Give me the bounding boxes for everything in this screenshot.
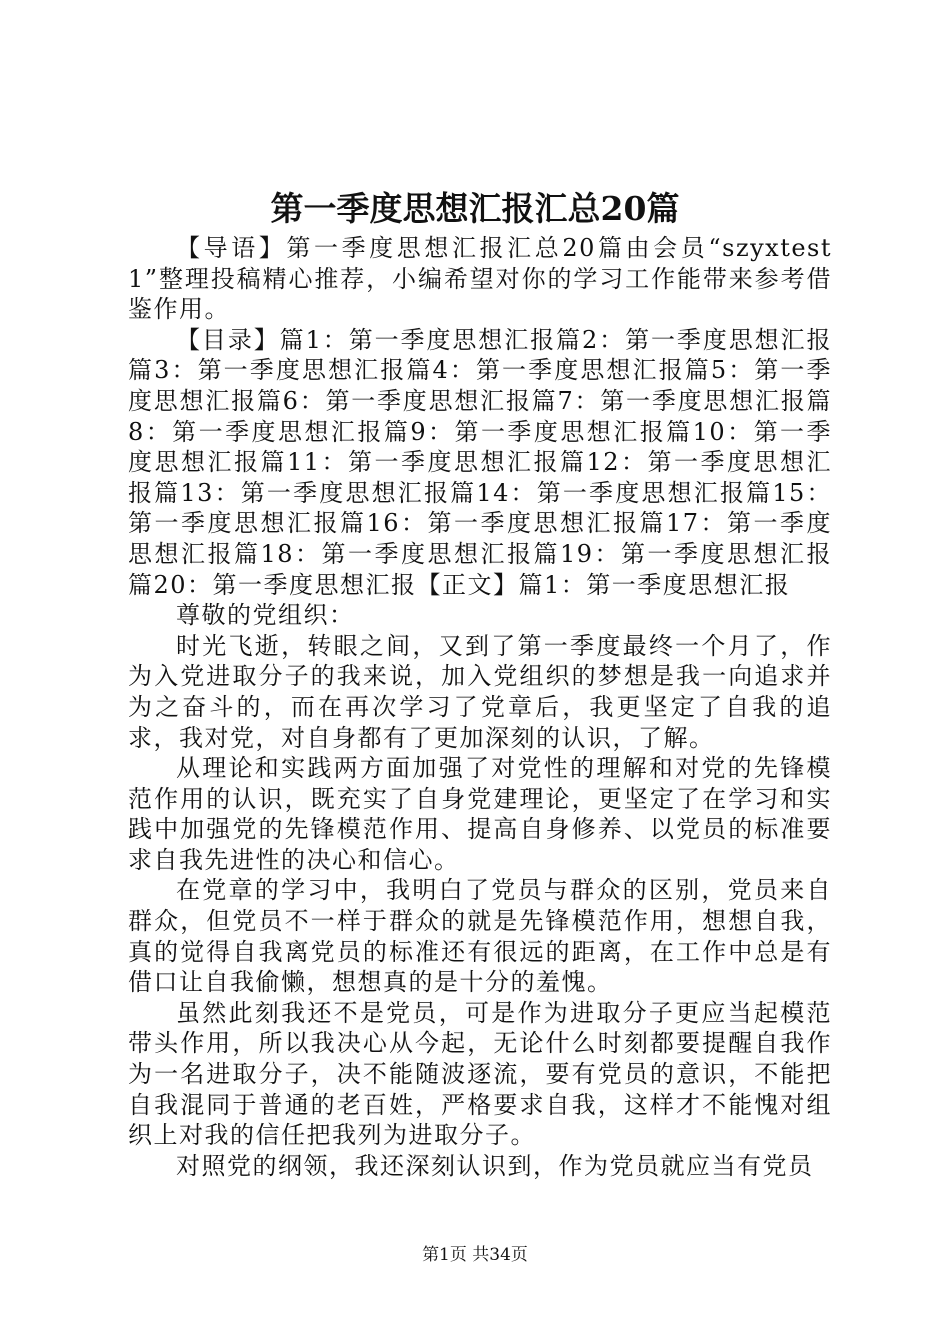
toc-paragraph: 【目录】篇1：第一季度思想汇报篇2：第一季度思想汇报篇3：第一季度思想汇报篇4：第一季度思想汇报篇5：第一季度思想汇报篇6：第一季度思想汇报篇7：第一季度思想汇报篇8：第一季度思想汇报篇9：第一季度思想汇报篇10：第一季度思想汇报篇11：第一季度思想汇报篇12：第一季度思想汇报篇13：第一季度思想汇报篇14：第一季度思想汇报篇15：第一季度思想汇报篇16：第一季度思想汇报篇17：第一季度思想汇报篇18：第一季度思想汇报篇19：第一季度思想汇报篇20：第一季度思想汇报【正文】篇1：第一季度思想汇报	[128, 325, 832, 599]
page-footer: 第1页 共34页	[422, 1245, 528, 1265]
body-paragraph: 在党章的学习中，我明白了党员与群众的区别，党员来自群众，但党员不一样于群众的就是先锋模范作用，想想自我，真的觉得自我离党员的标准还有很远的距离，在工作中总是有借口让自我偷懒，想想真的是十分的羞愧。	[128, 876, 832, 997]
body-paragraph: 时光飞逝，转眼之间，又到了第一季度最终一个月了，作为入党进取分子的我来说，加入党组织的梦想是我一向追求并为之奋斗的，而在再次学习了党章后，我更坚定了自我的追求，我对党，对自身都有了更加深刻的认识，了解。	[128, 631, 832, 752]
document-body	[128, 233, 832, 1181]
body-paragraph: 从理论和实践两方面加强了对党性的理解和对党的先锋模范作用的认识，既充实了自身党建理论，更坚定了在学习和实践中加强党的先锋模范作用、提高自身修养、以党员的标准要求自我先进性的决心和信心。	[128, 754, 832, 874]
body-paragraph: 虽然此刻我还不是党员，可是作为进取分子更应当起模范带头作用，所以我决心从今起，无论什么时刻都要提醒自我作为一名进取分子，决不能随波逐流，要有党员的意识，不能把自我混同于普通的老百姓，严格要求自我，这样才不能愧对组织上对我的信任把我列为进取分子。	[128, 998, 832, 1150]
salutation: 尊敬的党组织：	[176, 601, 355, 630]
body-paragraph: 对照党的纲领，我还深刻认识到，作为党员就应当有党员	[176, 1151, 814, 1180]
document-title: 第一季度思想汇报汇总20篇	[270, 189, 680, 228]
intro-paragraph: 【导语】第一季度思想汇报汇总20篇由会员“szyxtest1”整理投稿精心推荐，小编希望对你的学习工作能带来参考借鉴作用。	[128, 234, 832, 324]
